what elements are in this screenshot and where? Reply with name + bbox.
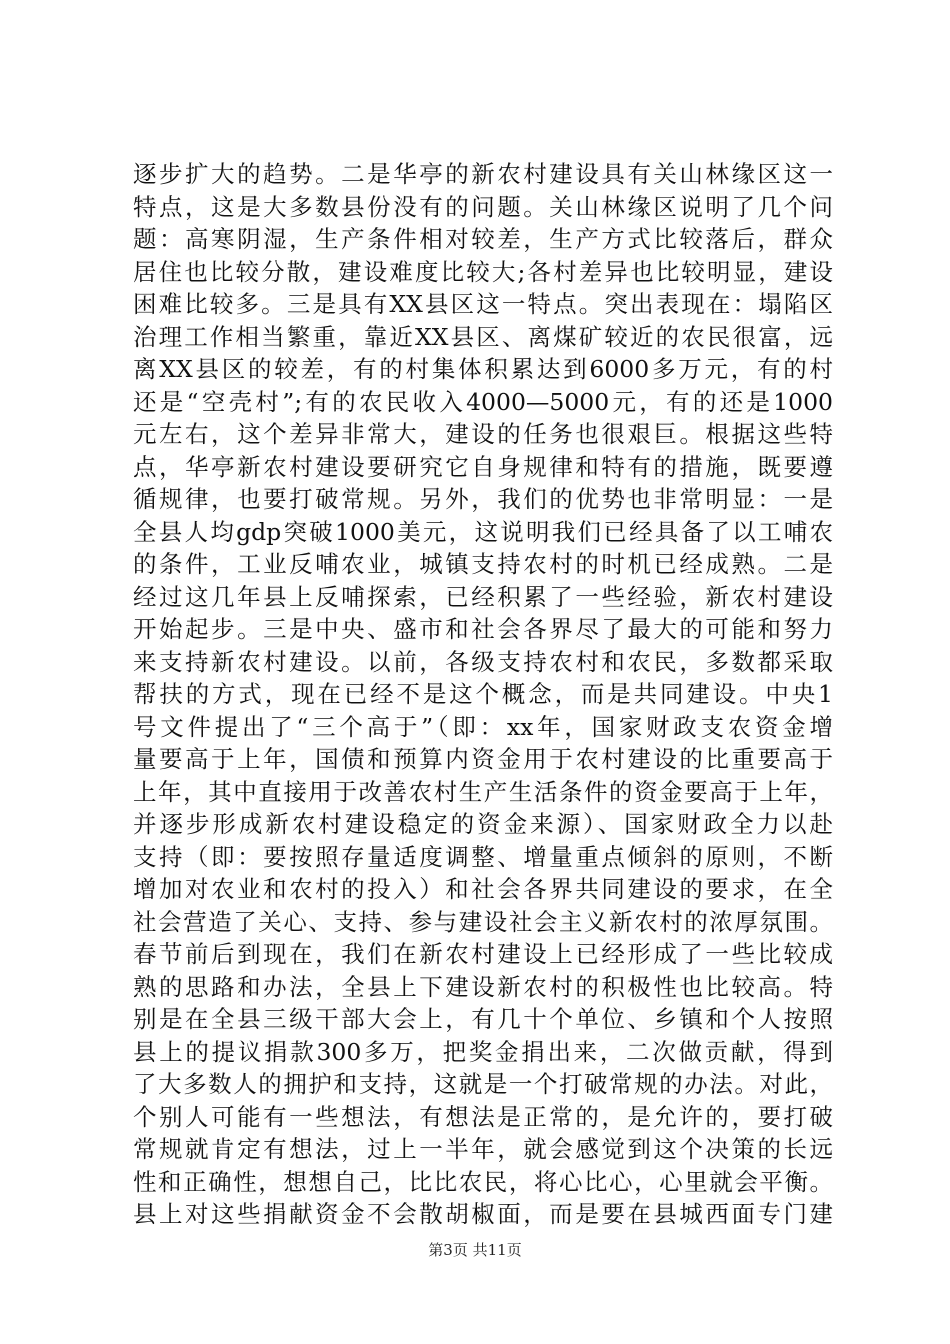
text-line: 题：高寒阴湿，生产条件相对较差，生产方式比较落后，群众 (133, 225, 833, 253)
text-line: 并逐步形成新农村建设稳定的资金来源）、国家财政全力以赴 (133, 810, 833, 838)
text-line: 困难比较多。三是具有XX县区这一特点。突出表现在：塌陷区 (133, 290, 833, 318)
text-line: 开始起步。三是中央、盛市和社会各界尽了最大的可能和努力 (133, 615, 833, 643)
text-line: 居住也比较分散，建设难度比较大;各村差异也比较明显，建设 (133, 257, 833, 286)
text-line: 支持（即：要按照存量适度调整、增量重点倾斜的原则，不断 (133, 842, 833, 871)
text-line: 增加对农业和农村的投入）和社会各界共同建设的要求，在全 (133, 875, 833, 903)
text-line: 来支持新农村建设。以前，各级支持农村和农民，多数都采取 (133, 647, 833, 676)
text-line: 离XX县区的较差，有的村集体积累达到6000多万元，有的村 (133, 355, 833, 383)
text-line: 性和正确性，想想自己，比比农民，将心比心，心里就会平衡。 (133, 1167, 833, 1196)
page-footer: 第3页 共11页 (428, 1241, 522, 1259)
text-line: 点，华亭新农村建设要研究它自身规律和特有的措施，既要遵 (133, 452, 833, 481)
text-line: 了大多数人的拥护和支持，这就是一个打破常规的办法。对此， (133, 1070, 833, 1098)
text-line: 社会营造了关心、支持、参与建设社会主义新农村的浓厚氛围。 (133, 907, 833, 936)
text-line: 县上的提议捐款300多万，把奖金捐出来，二次做贡献，得到 (133, 1037, 833, 1066)
text-line: 县上对这些捐献资金不会散胡椒面，而是要在县城西面专门建 (133, 1200, 833, 1228)
text-line: 帮扶的方式，现在已经不是这个概念，而是共同建设。中央1 (133, 680, 833, 708)
text-line: 全县人均gdp突破1000美元，这说明我们已经具备了以工哺农 (133, 517, 833, 546)
text-line: 上年，其中直接用于改善农村生产生活条件的资金要高于上年， (133, 777, 833, 806)
text-line: 量要高于上年，国债和预算内资金用于农村建设的比重要高于 (133, 745, 833, 773)
text-line: 常规就肯定有想法，过上一半年，就会感觉到这个决策的长远 (133, 1135, 833, 1163)
text-line: 熟的思路和办法，全县上下建设新农村的积极性也比较高。特 (133, 972, 833, 1001)
text-line: 经过这几年县上反哺探索，已经积累了一些经验，新农村建设 (133, 582, 833, 611)
text-line: 别是在全县三级干部大会上，有几十个单位、乡镇和个人按照 (133, 1005, 833, 1033)
text-line: 元左右，这个差异非常大，建设的任务也很艰巨。根据这些特 (133, 420, 833, 448)
text-line: 号文件提出了“三个高于”（即：xx年，国家财政支农资金增 (133, 712, 833, 741)
text-line: 循规律，也要打破常规。另外，我们的优势也非常明显：一是 (133, 485, 833, 513)
text-line: 特点，这是大多数县份没有的问题。关山林缘区说明了几个问 (133, 192, 833, 221)
text-line: 的条件，工业反哺农业，城镇支持农村的时机已经成熟。二是 (133, 550, 833, 578)
body-text (133, 158, 833, 1231)
text-line: 个别人可能有一些想法，有想法是正常的，是允许的，要打破 (133, 1102, 833, 1131)
text-line: 春节前后到现在，我们在新农村建设上已经形成了一些比较成 (133, 940, 833, 968)
text-line: 还是“空壳村”;有的农民收入4000—5000元，有的还是1000 (133, 387, 833, 416)
text-line: 治理工作相当繁重，靠近XX县区、离煤矿较近的农民很富，远 (133, 322, 833, 351)
text-line: 逐步扩大的趋势。二是华亭的新农村建设具有关山林缘区这一 (133, 160, 833, 188)
